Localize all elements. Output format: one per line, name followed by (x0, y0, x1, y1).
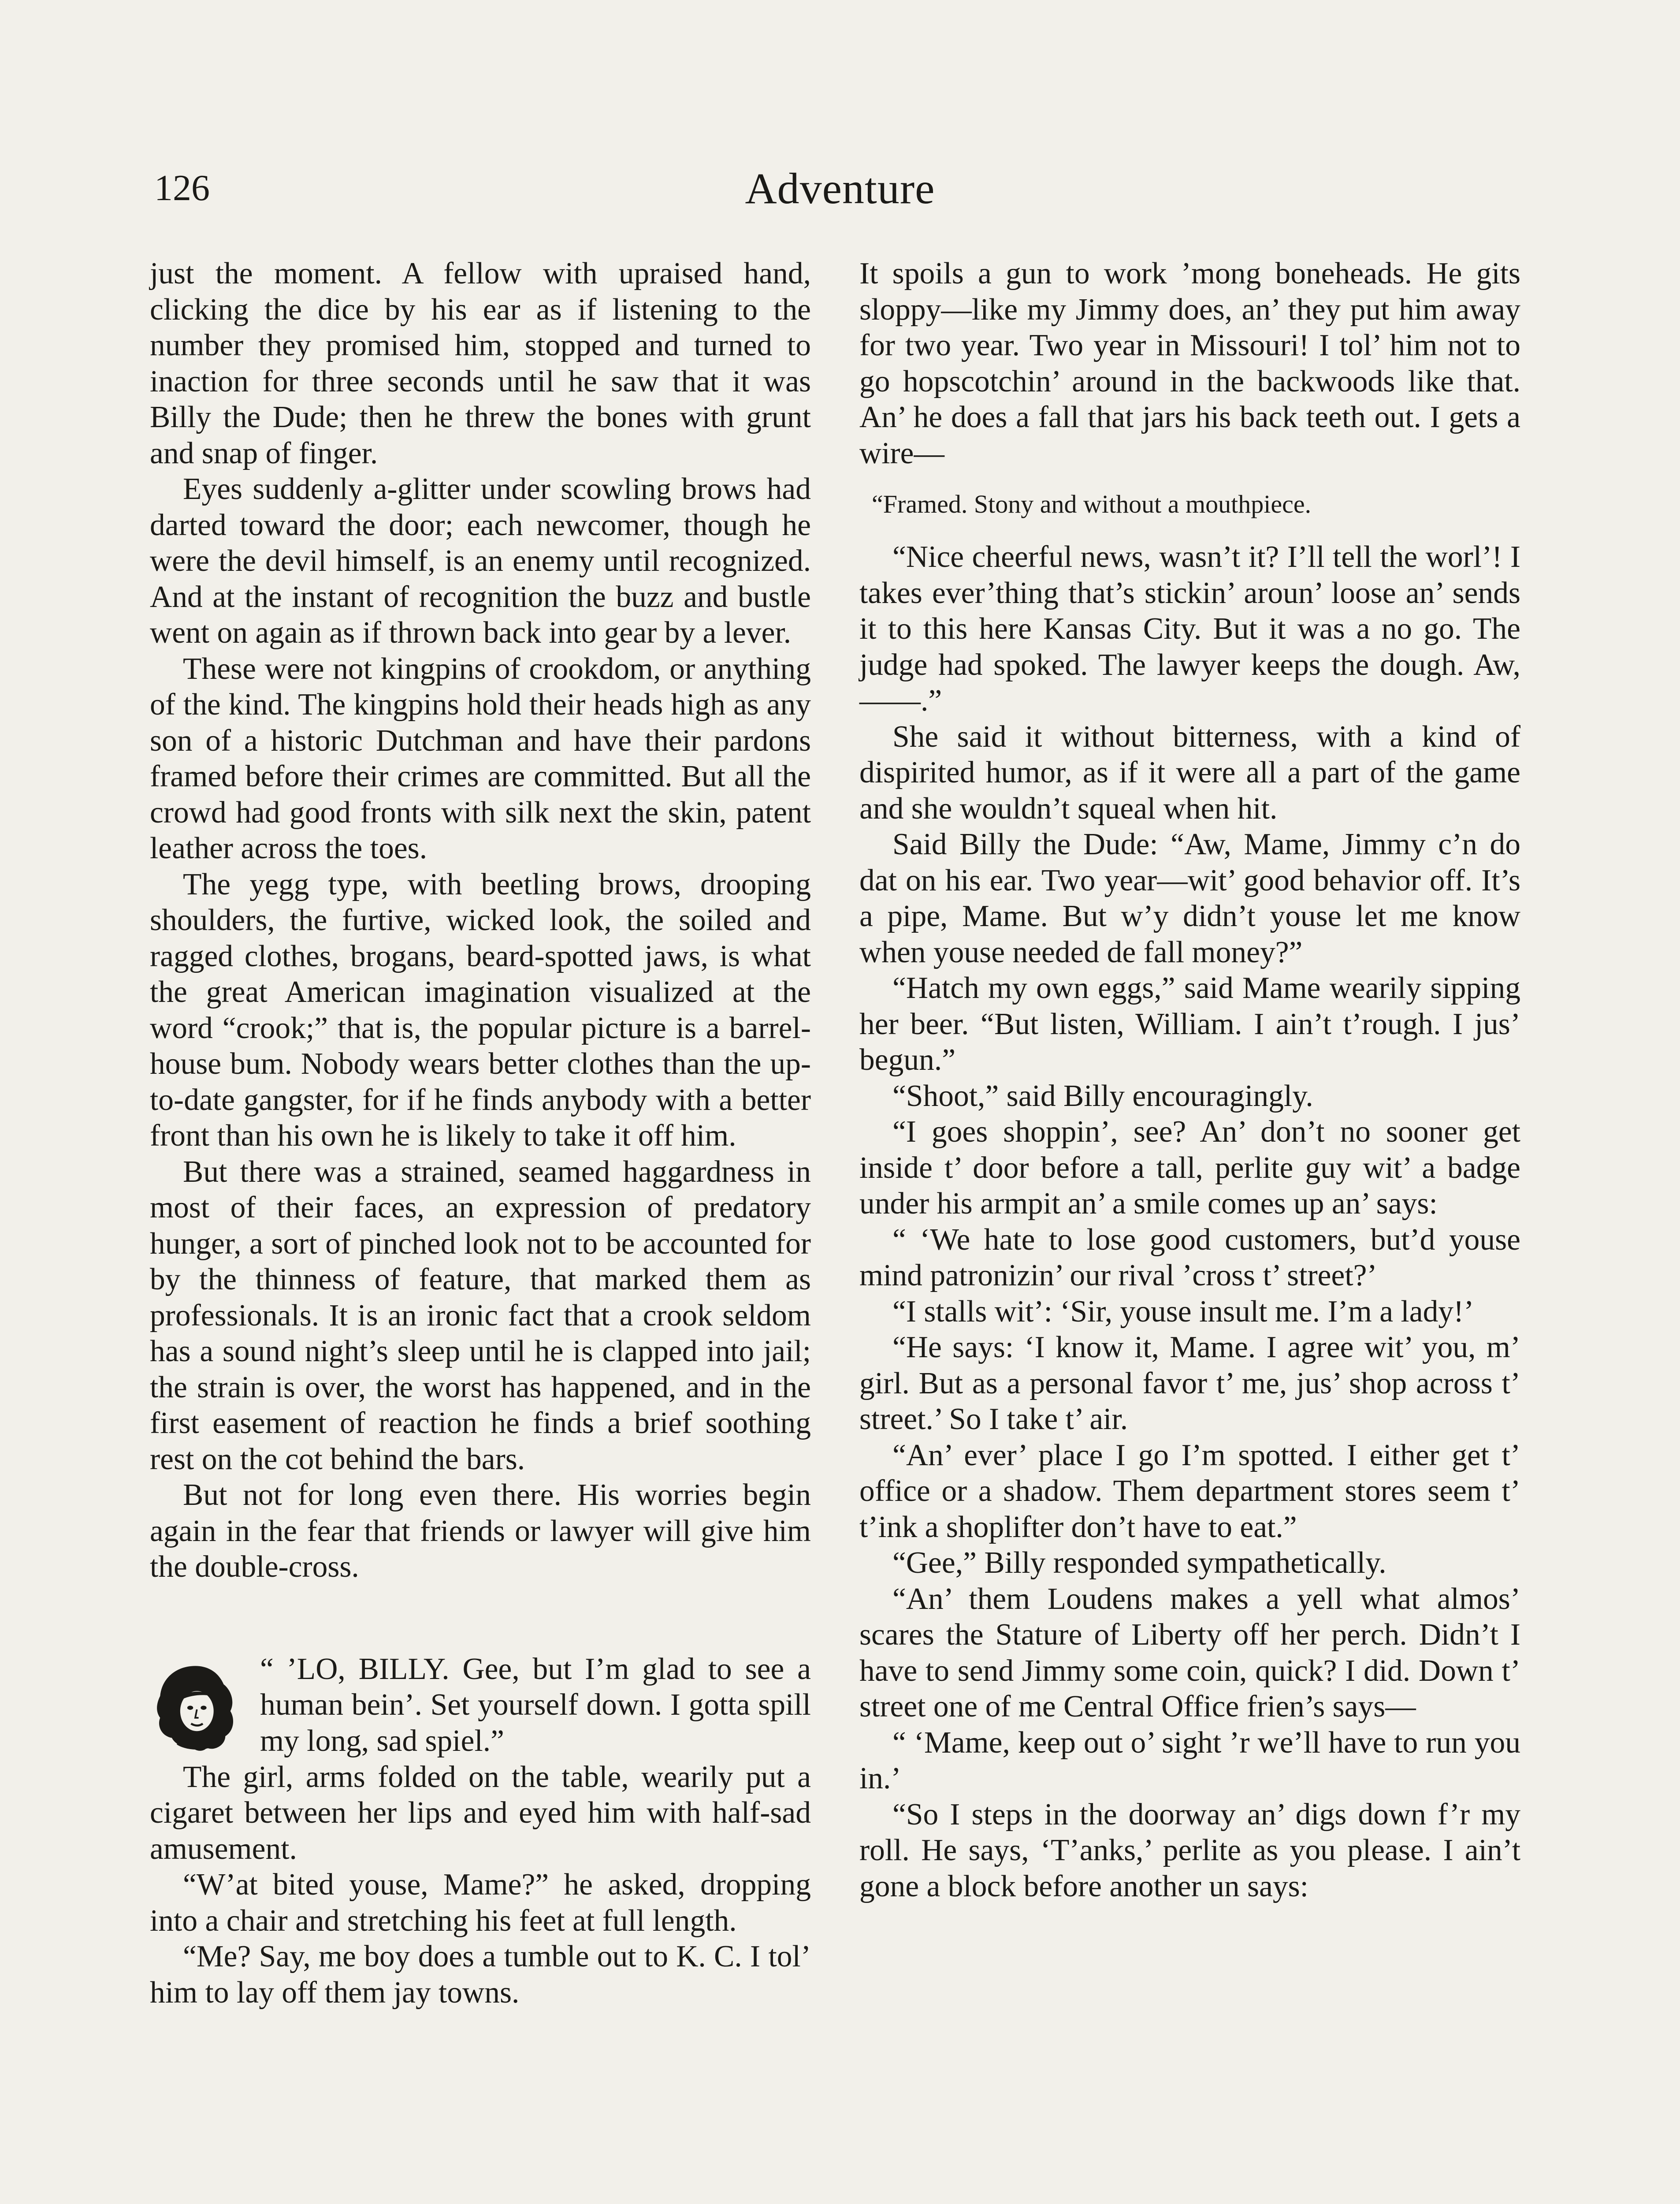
paragraph: “ ‘Mame, keep out o’ sight ’r we’ll have to run you in.’ (859, 1725, 1520, 1795)
left-column (150, 256, 811, 2010)
page-number: 126 (154, 168, 210, 208)
paragraph: “W’at bited youse, Mame?” he asked, dropping into a chair and stretching his feet at full length. (150, 1868, 811, 1938)
paragraph: “Nice cheerful news, wasn’t it? I’ll tell the worl’! I takes ever’thing that’s stickin’ aroun’ loose an’ sends it to this here Kansas City. But it was a no go. The judge had spoked. The lawyer keeps the dough. Aw, ——.” (859, 540, 1520, 718)
right-column (859, 256, 1520, 1904)
paragraph: It spoils a gun to work ’mong boneheads. He gits sloppy—like my Jimmy does, an’ they put him away for two year. Two year in Missouri! I tol’ him not to go hopscotchin’ around in the backwoods like that. An’ he does a fall that jars his back teeth out. I gets a wire— (859, 257, 1520, 470)
paragraph: “An’ them Loudens makes a yell what almos’ scares the Stature of Liberty off her perch. Didn’t I have to send Jimmy some coin, quick? I did. Down t’ street one of me Central Office frien’s says— (859, 1582, 1520, 1724)
running-title: Adventure (745, 164, 935, 213)
paragraph: Said Billy the Dude: “Aw, Mame, Jimmy c’n do dat on his ear. Two year—wit’ good behavior off. It’s a pipe, Mame. But w’y didn’t youse let me know when youse needed de fall money?” (859, 827, 1520, 969)
paragraph: “Hatch my own eggs,” said Mame wearily sipping her beer. “But listen, William. I ain’t t’rough. I jus’ begun.” (859, 971, 1520, 1077)
paragraph: “He says: ‘I know it, Mame. I agree wit’ you, m’ girl. But as a personal favor t’ me, jus’ shop across t’ street.’ So I take t’ air. (859, 1330, 1520, 1436)
paragraph: Eyes suddenly a-glitter under scowling brows had darted toward the door; each newcomer, though he were the devil himself, is an enemy until recognized. And at the instant of recognition the buzz and bustle went on again as if thrown back into gear by a lever. (150, 472, 811, 650)
section-opening: “ ’LO, BILLY. Gee, but I’m glad to see a human bein’. Set yourself down. I gotta spill my long, sad spiel.” (260, 1652, 811, 1758)
woman-head-ornament-icon (153, 1661, 237, 1758)
paragraph: But there was a strained, seamed haggardness in most of their faces, an expression of predatory hunger, a sort of pinched look not to be accounted for by the thinness of feature, that marked them as professionals. It is an ironic fact that a crook seldom has a sound night’s sleep until he is clapped into jail; the strain is over, the worst has happened, and in the first easement of reaction he finds a brief soothing rest on the cot behind the bars. (150, 1154, 811, 1476)
paragraph: just the moment. A fellow with upraised hand, clicking the dice by his ear as if listening to the number they promised him, stopped and turned to inaction for three seconds until he saw that it was Billy the Dude; then he threw the bones with grunt and snap of finger. (150, 257, 811, 470)
paragraph: The yegg type, with beetling brows, drooping shoulders, the furtive, wicked look, the soiled and ragged clothes, brogans, beard-spotted jaws, is what the great American imagination visualized at the word “crook;” that is, the popular picture is a barrel-house bum. Nobody wears better clothes than the up-to-date gangster, for if he finds anybody with a better front than his own he is likely to take it off him. (150, 867, 811, 1153)
paragraph: “ ‘We hate to lose good customers, but’d youse mind patronizin’ our rival ’cross t’ street?’ (859, 1222, 1520, 1292)
telegram-text: “Framed. Stony and without a mouthpiece. (872, 490, 1312, 518)
paragraph: “I goes shoppin’, see? An’ don’t no sooner get inside t’ door before a tall, perlite guy wit’ a badge under his armpit an’ a smile comes up an’ says: (859, 1115, 1520, 1221)
paragraph: “Shoot,” said Billy encouragingly. (892, 1079, 1313, 1113)
paragraph: “Gee,” Billy responded sympathetically. (892, 1546, 1386, 1580)
paragraph: “So I steps in the doorway an’ digs down f’r my roll. He says, ‘T’anks,’ perlite as you please. I ain’t gone a block before another un says: (859, 1797, 1520, 1903)
paragraph: But not for long even there. His worries begin again in the fear that friends or lawyer will give him the double-cross. (150, 1478, 811, 1584)
paragraph: “An’ ever’ place I go I’m spotted. I either get t’ office or a shadow. Them department stores seem t’ t’ink a shoplifter don’t have to eat.” (859, 1438, 1520, 1544)
paragraph: She said it without bitterness, with a kind of dispirited humor, as if it were all a part of the game and she wouldn’t squeal when hit. (859, 719, 1520, 826)
paragraph: These were not kingpins of crookdom, or anything of the kind. The kingpins hold their heads high as any son of a historic Dutchman and have their pardons framed before their crimes are committed. But all the crowd had good fronts with silk next the skin, patent leather across the toes. (150, 652, 811, 865)
paragraph: “I stalls wit’: ‘Sir, youse insult me. I’m a lady!’ (892, 1294, 1474, 1329)
paragraph: The girl, arms folded on the table, wearily put a cigaret between her lips and eyed him with half-sad amusement. (150, 1760, 811, 1866)
section-break (150, 1651, 811, 1759)
paragraph: “Me? Say, me boy does a tumble out to K. C. I tol’ him to lay off them jay towns. (150, 1940, 811, 2010)
